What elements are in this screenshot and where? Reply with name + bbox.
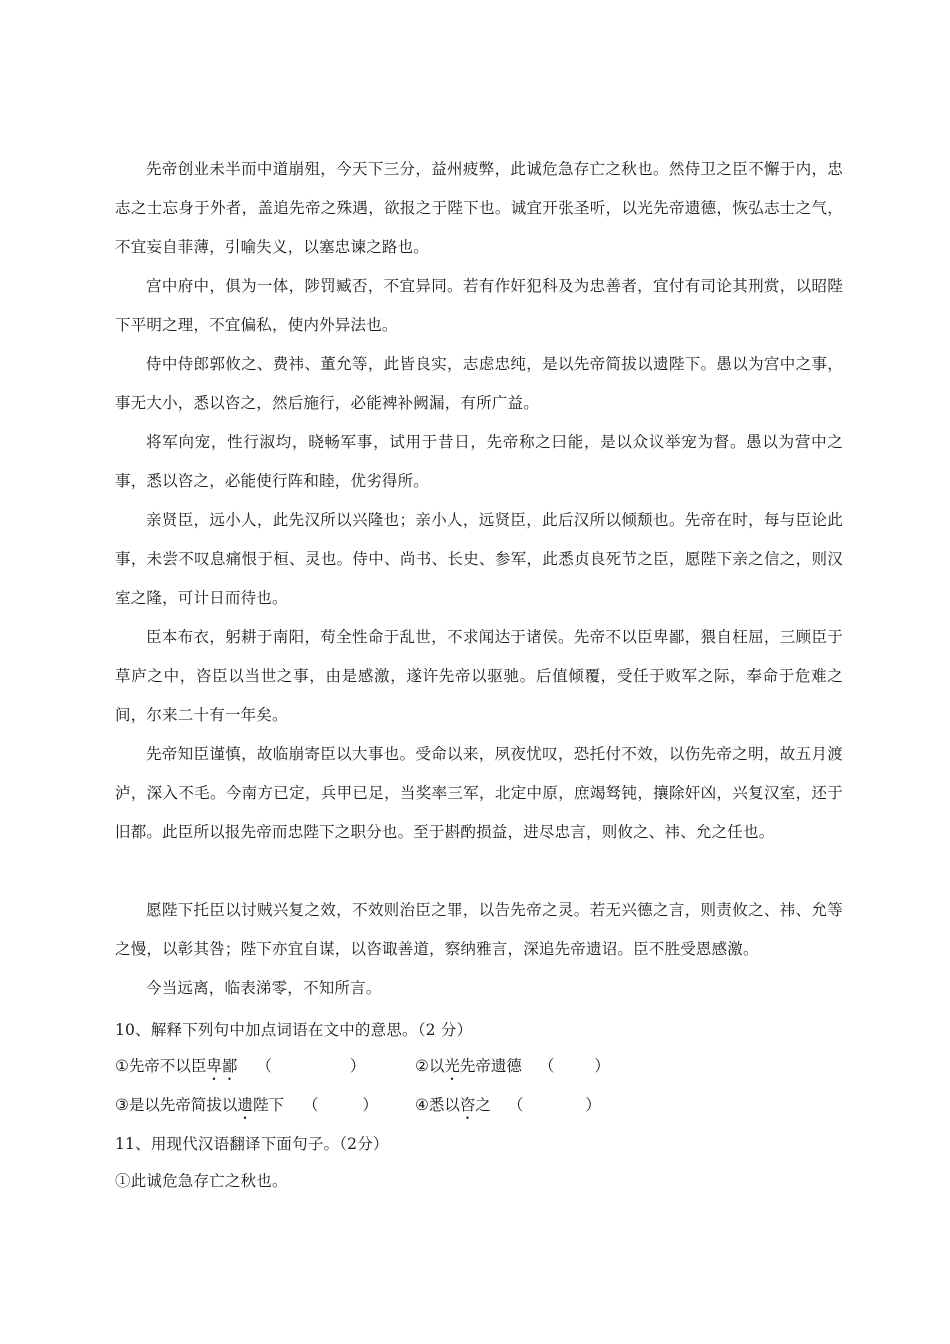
question-10-item-4: ④悉以咨之 （ ）: [415, 1093, 601, 1123]
question-10-row-2: [115, 1093, 601, 1123]
question-10-title: 10、解释下列句中加点词语在文中的意思。（2 分）: [115, 1021, 473, 1039]
passage-paragraph-6: 臣本布衣，躬耕于南阳，苟全性命于乱世，不求闻达于诸侯。先帝不以臣卑鄙，猥自枉屈，三顾臣于草庐之中，咨臣以当世之事，由是感激，遂许先帝以驱驰。后值倾覆，受任于败军之际，奉命于危难之间，尔来二十有一年矣。: [115, 628, 843, 724]
passage-paragraph-5: 亲贤臣，远小人，此先汉所以兴隆也；亲小人，远贤臣，此后汉所以倾颓也。先帝在时，每与臣论此事，未尝不叹息痛恨于桓、灵也。侍中、尚书、长史、参军，此悉贞良死节之臣，愿陛下亲之信之，则汉室之隆，可计日而待也。: [115, 511, 843, 607]
question-10-row-1: [115, 1054, 610, 1084]
passage-paragraph-2: 宫中府中，俱为一体，陟罚臧否，不宜异同。若有作奸犯科及为忠善者，宜付有司论其刑赏，以昭陛下平明之理，不宜偏私，使内外异法也。: [115, 277, 843, 334]
passage-paragraph-9: 今当远离，临表涕零，不知所言。: [146, 979, 382, 997]
question-11-item-1: ①此诚危急存亡之秋也。: [115, 1172, 288, 1190]
passage-paragraph-7: 先帝知臣谨慎，故临崩寄臣以大事也。受命以来，夙夜忧叹，恐托付不效，以伤先帝之明，故五月渡泸，深入不毛。今南方已定，兵甲已足，当奖率三军，北定中原，庶竭驽钝，攘除奸凶，兴复汉室，还于旧都。此臣所以报先帝而忠陛下之职分也。至于斟酌损益，进尽忠言，则攸之、祎、允之任也。: [115, 745, 843, 841]
question-10-item-1: ①先帝不以臣卑鄙 （ ）: [115, 1054, 410, 1084]
answer-blank-4[interactable]: （ ）: [507, 1096, 601, 1114]
answer-blank-2[interactable]: （ ）: [538, 1057, 610, 1075]
question-10-item-3: ③是以先帝简拔以遗陛下 （ ）: [115, 1093, 410, 1123]
passage-paragraph-8: 愿陛下托臣以讨贼兴复之效，不效则治臣之罪，以告先帝之灵。若无兴德之言，则责攸之、祎、允等之慢，以彰其咎；陛下亦宜自谋，以咨诹善道，察纳雅言，深追先帝遗诏。臣不胜受恩感激。: [115, 901, 843, 958]
passage-paragraph-1: 先帝创业未半而中道崩殂，今天下三分，益州疲弊，此诚危急存亡之秋也。然侍卫之臣不懈于内，忠志之士忘身于外者，盖追先帝之殊遇，欲报之于陛下也。诚宜开张圣听，以光先帝遗德，恢弘志士之气，不宜妄自菲薄，引喻失义，以塞忠谏之路也。: [115, 160, 843, 256]
passage-paragraph-4: 将军向宠，性行淑均，晓畅军事，试用于昔日，先帝称之曰能，是以众议举宠为督。愚以为营中之事，悉以咨之，必能使行阵和睦，优劣得所。: [115, 433, 843, 490]
answer-blank-3[interactable]: （ ）: [302, 1096, 378, 1114]
question-11-title: 11、用现代汉语翻译下面句子。（2分）: [115, 1135, 389, 1153]
answer-blank-1[interactable]: （ ）: [256, 1057, 366, 1075]
question-10-item-2: ②以光先帝遗德 （ ）: [415, 1054, 610, 1084]
passage-paragraph-3: 侍中侍郎郭攸之、费祎、董允等，此皆良实，志虑忠纯，是以先帝简拔以遗陛下。愚以为宫中之事，事无大小，悉以咨之，然后施行，必能裨补阙漏，有所广益。: [115, 355, 843, 412]
